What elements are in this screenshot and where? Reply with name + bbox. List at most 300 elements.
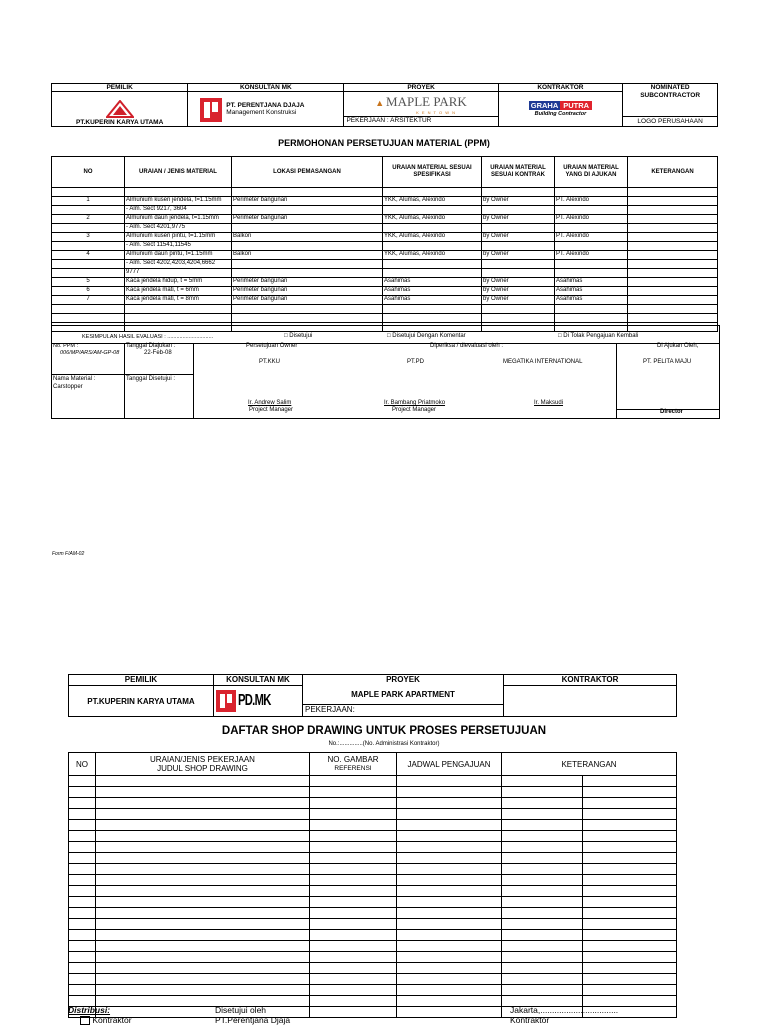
- material-cell: PT. Alexindo: [555, 197, 628, 206]
- shop-row: [69, 776, 677, 787]
- material-cell: [383, 242, 482, 251]
- material-cell: 9777: [125, 269, 232, 278]
- shop-cell[interactable]: [397, 776, 502, 787]
- material-cell: [383, 314, 482, 323]
- material-cell: YKK, Alumas, Alexindo: [383, 251, 482, 260]
- shop-cell[interactable]: [583, 930, 677, 941]
- material-cell: [628, 251, 718, 260]
- material-cell: [628, 305, 718, 314]
- col-gambar-line1: NO. GAMBAR: [327, 755, 379, 764]
- shop-cell[interactable]: [69, 864, 96, 875]
- shop-cell[interactable]: [502, 875, 583, 886]
- shop-cell[interactable]: [310, 875, 397, 886]
- material-cell: Almunium kusen pintu, t=1.15mm: [125, 233, 232, 242]
- shop-cell[interactable]: [69, 919, 96, 930]
- megatika: MEGATIKA INTERNATIONAL: [503, 359, 583, 365]
- shop-cell[interactable]: [96, 952, 310, 963]
- shop-cell[interactable]: [96, 930, 310, 941]
- option-disetujui-komentar[interactable]: □ Disetujui Dengan Komentar: [387, 333, 466, 339]
- shop-cell[interactable]: [583, 787, 677, 798]
- material-cell: [482, 260, 555, 269]
- shop-cell[interactable]: [397, 974, 502, 985]
- shop-header-table: [68, 674, 677, 717]
- pemilik2-label: PEMILIK: [69, 675, 214, 686]
- konsultan-label: KONSULTAN MK: [188, 84, 344, 92]
- material-cell: [232, 305, 383, 314]
- pd-logo-icon: [216, 690, 236, 712]
- material-cell: Asahimas: [383, 296, 482, 305]
- material-cell: [482, 314, 555, 323]
- diperiksa-label: Diperiksa / dievaluasi oleh :: [430, 343, 504, 349]
- shop-cell[interactable]: [502, 963, 583, 974]
- material-cell: [232, 188, 383, 197]
- material-cell: Perimeter bangunan: [232, 296, 383, 305]
- shop-cell[interactable]: [397, 820, 502, 831]
- material-row: [52, 314, 718, 323]
- shop-cell[interactable]: [310, 864, 397, 875]
- shop-cell[interactable]: [397, 831, 502, 842]
- shop-cell[interactable]: [310, 1007, 397, 1018]
- material-cell: 5: [52, 278, 125, 287]
- jakarta-block: [510, 1005, 618, 1025]
- material-cell: Almunium daun pintu, t=1.15mm: [125, 251, 232, 260]
- material-row: [52, 224, 718, 233]
- shop-cell[interactable]: [96, 919, 310, 930]
- shop-cell[interactable]: [583, 974, 677, 985]
- shop-cell[interactable]: [502, 919, 583, 930]
- shop-cell[interactable]: [96, 963, 310, 974]
- shop-cell[interactable]: [502, 831, 583, 842]
- shop-cell[interactable]: [96, 798, 310, 809]
- shop-cell[interactable]: [69, 908, 96, 919]
- shop-cell[interactable]: [96, 886, 310, 897]
- shop-cell[interactable]: [69, 809, 96, 820]
- shop-cell[interactable]: [69, 974, 96, 985]
- material-row: [52, 278, 718, 287]
- material-cell: [628, 314, 718, 323]
- shop-cell[interactable]: [397, 798, 502, 809]
- form-code: Form F/AM-02: [52, 551, 85, 557]
- material-cell: by Owner: [482, 197, 555, 206]
- shop-cell[interactable]: [310, 842, 397, 853]
- material-cell: Asahimas: [555, 278, 628, 287]
- material-row: [52, 215, 718, 224]
- jakarta-line: Jakarta,.................................: [510, 1005, 619, 1015]
- shop-cell[interactable]: [397, 952, 502, 963]
- material-cell: [628, 287, 718, 296]
- pelita: PT. PELITA MAJU: [643, 359, 692, 365]
- material-cell: Asahimas: [383, 287, 482, 296]
- material-cell: [555, 260, 628, 269]
- material-cell: [628, 269, 718, 278]
- kontraktor-label: KONTRAKTOR: [498, 84, 623, 92]
- maple-leaf-icon: ▲: [375, 97, 385, 108]
- pt-pd-footer: PT.Perentjana Djaja: [215, 1015, 291, 1025]
- shop-cell[interactable]: [583, 864, 677, 875]
- material-cell: by Owner: [482, 296, 555, 305]
- shop-cell[interactable]: [310, 776, 397, 787]
- material-cell: 1: [52, 197, 125, 206]
- shop-cell[interactable]: [397, 875, 502, 886]
- shop-cell[interactable]: [96, 897, 310, 908]
- shop-cell[interactable]: [397, 963, 502, 974]
- material-cell: [555, 242, 628, 251]
- shop-cell[interactable]: [310, 809, 397, 820]
- shop-row: [69, 787, 677, 798]
- material-cell: [555, 314, 628, 323]
- shop-cell[interactable]: [69, 853, 96, 864]
- shop-cell[interactable]: [583, 919, 677, 930]
- material-cell: [628, 197, 718, 206]
- material-cell: [232, 224, 383, 233]
- shop-cell[interactable]: [397, 809, 502, 820]
- shop-cell[interactable]: [310, 798, 397, 809]
- proyek-logo-sub: K E N T O W N: [416, 109, 457, 115]
- col-diajukan: URAIAN MATERIAL YANG DI AJUKAN: [555, 157, 628, 188]
- shop-cell[interactable]: [502, 941, 583, 952]
- tgl-diajukan-label: Tanggal Diajukan :: [126, 343, 176, 349]
- konsultan-name: PT. PERENTJANA DJAJA: [226, 102, 305, 109]
- material-cell: [232, 242, 383, 251]
- material-cell: 4: [52, 251, 125, 260]
- ppm-header-table: [51, 83, 718, 127]
- shop-row: [69, 842, 677, 853]
- material-cell: [628, 224, 718, 233]
- shop-cell[interactable]: [69, 963, 96, 974]
- material-cell: [52, 224, 125, 233]
- proyek-logo-text: MAPLE PARK: [386, 93, 467, 109]
- shop-cell[interactable]: [583, 963, 677, 974]
- material-cell: [383, 224, 482, 233]
- shop-cell[interactable]: [583, 853, 677, 864]
- material-cell: Balkon: [232, 233, 383, 242]
- shop-cell[interactable]: [502, 842, 583, 853]
- shop-cell[interactable]: [310, 974, 397, 985]
- shop-cell[interactable]: [69, 820, 96, 831]
- material-cell: Kaca jendela mati, t = 8mm: [125, 296, 232, 305]
- col-lokasi: LOKASI PEMASANGAN: [232, 157, 383, 188]
- shop-cell[interactable]: [310, 930, 397, 941]
- shop-cell[interactable]: [69, 776, 96, 787]
- material-cell: [383, 305, 482, 314]
- material-row: [52, 260, 718, 269]
- material-row: [52, 188, 718, 197]
- shop-cell[interactable]: [96, 842, 310, 853]
- sig4-role: Director: [660, 409, 684, 415]
- shop-row: [69, 963, 677, 974]
- material-cell: Perimeter bangunan: [232, 287, 383, 296]
- material-cell: [628, 242, 718, 251]
- material-cell: [555, 206, 628, 215]
- tgl-disetujui-label: Tanggal Disetujui :: [126, 376, 176, 382]
- pemilik-cell: [52, 92, 188, 127]
- shop-cell[interactable]: [96, 787, 310, 798]
- sig3-name: Ir. Maksudi: [534, 400, 564, 406]
- material-cell: [52, 314, 125, 323]
- pemilik-name: PT.KUPERIN KARYA UTAMA: [76, 119, 164, 126]
- material-cell: by Owner: [482, 251, 555, 260]
- material-cell: by Owner: [482, 287, 555, 296]
- material-cell: [232, 260, 383, 269]
- shop-cell[interactable]: [69, 875, 96, 886]
- shop-row: [69, 809, 677, 820]
- col-gambar-line2: REFERENSI: [334, 765, 372, 772]
- shop-cell[interactable]: [397, 886, 502, 897]
- material-cell: [232, 206, 383, 215]
- shop-cell[interactable]: [583, 842, 677, 853]
- proyek2-label: PROYEK: [303, 675, 504, 686]
- shop-cell[interactable]: [502, 864, 583, 875]
- material-cell: [383, 269, 482, 278]
- material-cell: Balkon: [232, 251, 383, 260]
- shop-cell[interactable]: [502, 820, 583, 831]
- shop-cell[interactable]: [583, 875, 677, 886]
- shop-row: [69, 831, 677, 842]
- shop-cell[interactable]: [583, 941, 677, 952]
- col-spesifikasi: URAIAN MATERIAL SESUAI SPESIFIKASI: [383, 157, 482, 188]
- material-cell: [628, 260, 718, 269]
- pt-kku: PT.KKU: [259, 359, 281, 365]
- material-table: [51, 156, 718, 332]
- col-keterangan: KETERANGAN: [502, 753, 677, 776]
- graha-logo: GRAHA: [530, 101, 559, 110]
- shop-row: [69, 985, 677, 996]
- shop-cell[interactable]: [310, 820, 397, 831]
- shop-cell[interactable]: [583, 809, 677, 820]
- shop-cell[interactable]: [310, 919, 397, 930]
- material-cell: [482, 269, 555, 278]
- col-uraian-line1: URAIAN/JENIS PEKERJAAN: [150, 755, 255, 764]
- shop-cell[interactable]: [69, 798, 96, 809]
- kontraktor2-label: KONTRAKTOR: [504, 675, 677, 686]
- shop-cell[interactable]: [69, 952, 96, 963]
- shop-cell[interactable]: [583, 798, 677, 809]
- shop-cell[interactable]: [397, 897, 502, 908]
- shop-cell[interactable]: [583, 897, 677, 908]
- material-cell: [482, 188, 555, 197]
- material-cell: Perimeter bangunan: [232, 278, 383, 287]
- material-row: [52, 242, 718, 251]
- shop-cell[interactable]: [310, 853, 397, 864]
- material-cell: [125, 314, 232, 323]
- konsultan-cell: [188, 92, 344, 127]
- tgl-diajukan-value: 22-Feb-08: [144, 350, 172, 356]
- shop-row: [69, 820, 677, 831]
- col-uraian-line2: JUDUL SHOP DRAWING: [157, 764, 248, 773]
- shop-cell[interactable]: [583, 886, 677, 897]
- material-cell: 6: [52, 287, 125, 296]
- shop-cell[interactable]: [583, 908, 677, 919]
- shop-cell[interactable]: [502, 853, 583, 864]
- sig1-role: Project Manager: [249, 407, 294, 413]
- shop-cell[interactable]: [96, 809, 310, 820]
- shop-row: [69, 952, 677, 963]
- no-ppm-label: No. PPM :: [53, 343, 79, 349]
- pt-pd: PT.PD: [407, 359, 425, 365]
- kontraktor-cell: [498, 92, 623, 127]
- shop-cell[interactable]: [397, 996, 502, 1007]
- material-cell: Asahimas: [383, 278, 482, 287]
- shop-cell[interactable]: [397, 853, 502, 864]
- shop-cell[interactable]: [583, 820, 677, 831]
- material-cell: Perimeter bangunan: [232, 215, 383, 224]
- material-cell: PT. Alexindo: [555, 251, 628, 260]
- sig2-role: Project Manager: [392, 407, 437, 413]
- shop-cell[interactable]: [96, 831, 310, 842]
- shop-cell[interactable]: [69, 985, 96, 996]
- material-cell: [383, 188, 482, 197]
- shop-cell[interactable]: [96, 864, 310, 875]
- material-cell: [232, 269, 383, 278]
- material-cell: [52, 242, 125, 251]
- shop-cell[interactable]: [69, 886, 96, 897]
- shop-cell[interactable]: [69, 842, 96, 853]
- shop-cell[interactable]: [502, 897, 583, 908]
- shop-cell[interactable]: [96, 875, 310, 886]
- shop-cell[interactable]: [96, 908, 310, 919]
- col-uraian: [96, 753, 310, 776]
- shop-cell[interactable]: [397, 787, 502, 798]
- shop-cell[interactable]: [310, 941, 397, 952]
- shop-cell[interactable]: [310, 897, 397, 908]
- col-jadwal: JADWAL PENGAJUAN: [397, 753, 502, 776]
- sig2-name: Ir. Bambang Priatmoko: [384, 400, 446, 406]
- material-cell: [482, 305, 555, 314]
- shop-cell[interactable]: [69, 831, 96, 842]
- material-cell: [52, 260, 125, 269]
- sig1-name: Ir. Andrew Salim: [248, 400, 292, 406]
- material-cell: PT. Alexindo: [555, 233, 628, 242]
- shop-cell[interactable]: [310, 952, 397, 963]
- material-row: [52, 296, 718, 305]
- shop-cell[interactable]: [397, 930, 502, 941]
- option-ditolak[interactable]: □ Di Tolak Pengajuan Kembali: [558, 333, 639, 339]
- shop-cell[interactable]: [502, 776, 583, 787]
- shop-row: [69, 941, 677, 952]
- pekerjaan-cell: PEKERJAAN : ARSITEKTUR: [344, 117, 498, 127]
- material-cell: YKK, Alumas, Alexindo: [383, 215, 482, 224]
- pemilik2-name: PT.KUPERIN KARYA UTAMA: [69, 686, 214, 717]
- shop-cell[interactable]: [397, 941, 502, 952]
- shop-no-line: No.:..............(No. Administrasi Kontraktor): [328, 741, 440, 747]
- material-cell: Asahimas: [555, 287, 628, 296]
- col-no: NO: [69, 753, 96, 776]
- option-disetujui[interactable]: □ Disetujui: [284, 333, 313, 339]
- material-row: [52, 269, 718, 278]
- shop-cell[interactable]: [96, 985, 310, 996]
- shop-cell[interactable]: [310, 886, 397, 897]
- shop-row: [69, 798, 677, 809]
- nama-material-value: Carstopper: [53, 384, 83, 390]
- col-uraian: URAIAN / JENIS MATERIAL: [125, 157, 232, 188]
- shop-cell[interactable]: [310, 996, 397, 1007]
- shop-cell[interactable]: [502, 787, 583, 798]
- material-row: [52, 305, 718, 314]
- shop-row: [69, 919, 677, 930]
- shop-cell[interactable]: [69, 897, 96, 908]
- shop-cell[interactable]: [310, 787, 397, 798]
- shop-cell[interactable]: [397, 908, 502, 919]
- material-cell: Kaca jendela hidup, t = 5mm: [125, 278, 232, 287]
- shop-cell[interactable]: [583, 985, 677, 996]
- material-cell: [628, 188, 718, 197]
- material-cell: Almunium kusen jendela, t=1.15mm: [125, 197, 232, 206]
- nama-material-label: Nama Material :: [53, 376, 96, 382]
- material-cell: [628, 296, 718, 305]
- material-cell: [555, 305, 628, 314]
- material-cell: by Owner: [482, 215, 555, 224]
- col-gambar: [310, 753, 397, 776]
- disetujui-oleh: Disetujui oleh: [215, 1005, 267, 1015]
- shop-cell[interactable]: [502, 798, 583, 809]
- shop-cell[interactable]: [397, 919, 502, 930]
- material-row: [52, 197, 718, 206]
- material-cell: Kaca jendela mati, t = 6mm: [125, 287, 232, 296]
- material-cell: [628, 233, 718, 242]
- shop-cell[interactable]: [69, 941, 96, 952]
- shop-row: [69, 875, 677, 886]
- shop-cell[interactable]: [69, 787, 96, 798]
- shop-cell[interactable]: [310, 985, 397, 996]
- shop-row: [69, 897, 677, 908]
- material-cell: PT. Alexindo: [555, 215, 628, 224]
- ppm-title: PERMOHONAN PERSETUJUAN MATERIAL (PPM): [278, 138, 490, 148]
- shop-cell[interactable]: [397, 985, 502, 996]
- shop-cell[interactable]: [502, 809, 583, 820]
- material-cell: [482, 206, 555, 215]
- shop-cell[interactable]: [397, 864, 502, 875]
- shop-cell[interactable]: [583, 952, 677, 963]
- shop-cell[interactable]: [583, 776, 677, 787]
- material-cell: [52, 188, 125, 197]
- shop-cell[interactable]: [502, 886, 583, 897]
- material-cell: - Alm. Sect 9217, 3604: [125, 206, 232, 215]
- material-cell: YKK, Alumas, Alexindo: [383, 233, 482, 242]
- pekerjaan2-cell: PEKERJAAN:: [303, 705, 504, 717]
- kontraktor2-cell: [504, 686, 677, 717]
- shop-cell[interactable]: [502, 952, 583, 963]
- material-cell: by Owner: [482, 278, 555, 287]
- proyek2-name: MAPLE PARK APARTMENT: [303, 686, 504, 705]
- shop-cell[interactable]: [310, 963, 397, 974]
- shop-cell[interactable]: [583, 831, 677, 842]
- shop-cell[interactable]: [69, 930, 96, 941]
- shop-cell[interactable]: [96, 974, 310, 985]
- material-row: [52, 233, 718, 242]
- owner-logo-icon: [106, 100, 134, 118]
- material-cell: [628, 215, 718, 224]
- shop-cell[interactable]: [502, 908, 583, 919]
- shop-row: [69, 886, 677, 897]
- kontraktor-check-label: Kontraktor: [92, 1015, 132, 1025]
- shop-cell[interactable]: [502, 930, 583, 941]
- material-row: [52, 206, 718, 215]
- shop-cell[interactable]: [96, 853, 310, 864]
- shop-cell[interactable]: [310, 908, 397, 919]
- shop-cell[interactable]: [502, 985, 583, 996]
- material-cell: [52, 305, 125, 314]
- shop-cell[interactable]: [397, 1007, 502, 1018]
- shop-cell[interactable]: [502, 974, 583, 985]
- shop-cell[interactable]: [96, 941, 310, 952]
- diajukan-oleh: Di Ajukan Oleh,: [657, 343, 699, 349]
- material-cell: [482, 224, 555, 233]
- shop-cell[interactable]: [96, 776, 310, 787]
- material-cell: [383, 206, 482, 215]
- shop-cell[interactable]: [96, 820, 310, 831]
- shop-cell[interactable]: [310, 831, 397, 842]
- shop-cell[interactable]: [397, 842, 502, 853]
